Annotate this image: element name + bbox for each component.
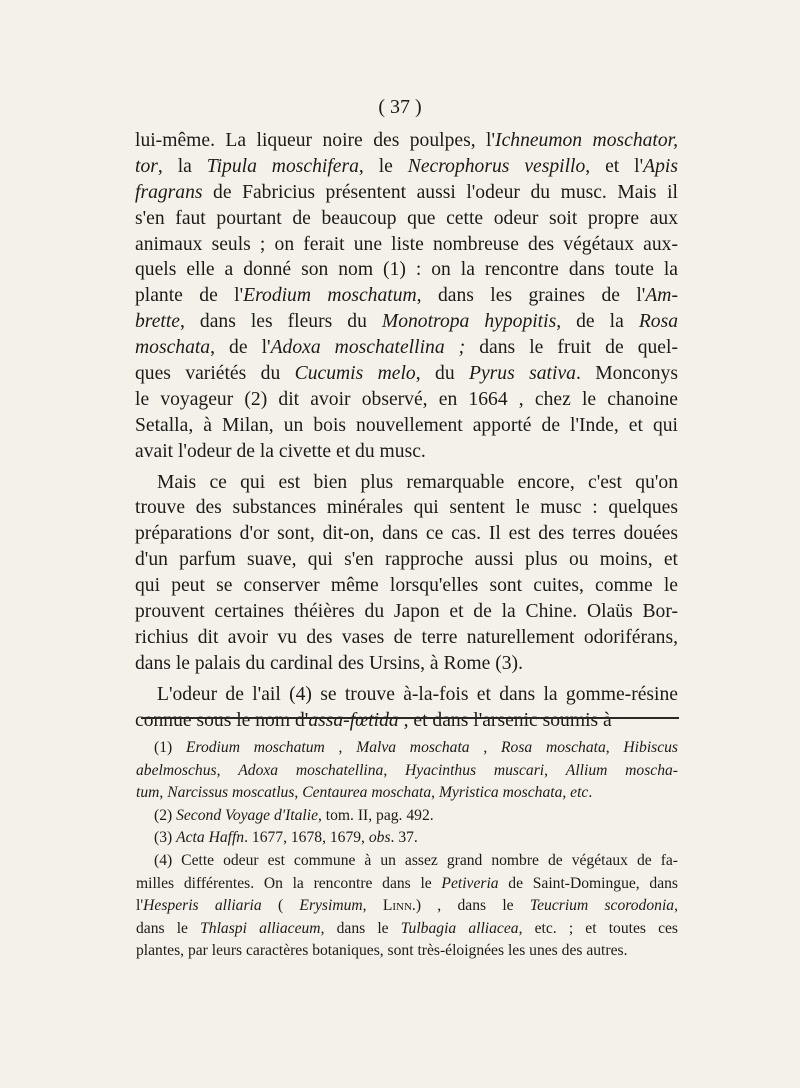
text-run: , la [157,155,207,177]
text-run: (4) Cette odeur est commune à un assez grand nombre de végétaux de fa- [154,851,678,869]
italic-run: Hibiscus [623,739,678,756]
text-run: préparations d'or sont, dit-on, dans ce cas. Il est des terres douées [135,523,678,545]
footnote-line [136,782,678,805]
text-run: l' [136,897,144,915]
italic-run: Malva moschata [356,739,470,756]
text-line [135,309,678,335]
footnote-line [136,850,678,873]
text-run: de Saint-Domingue, dans [498,874,678,892]
italic-run: Erodium moschatum [243,285,417,307]
text-run: , le [358,155,408,177]
text-run: , de l' [210,337,271,359]
text-run: (1) [154,739,186,756]
italic-run: Am- [645,285,678,307]
text-run: plante de l' [135,285,244,307]
text-run: , [383,761,406,779]
text-run: , [324,739,357,756]
footnote-line [136,873,678,896]
text-run: , [469,739,502,756]
italic-run: etc [570,784,589,802]
text-run: dans le fruit de quel- [465,337,678,359]
footnotes [136,737,678,963]
text-run: dans le palais du cardinal des Ursins, à Rome (3). [135,652,523,674]
text-run: connue sous le nom d' [135,709,309,731]
text-run: , [362,897,383,915]
footnote-line [136,737,678,760]
italic-run: Rosa [638,311,678,333]
italic-run: Tulbagia alliacea [400,919,519,937]
text-run: , [674,897,678,915]
text-line [135,439,678,465]
text-line [135,521,678,547]
text-run: , [431,784,439,802]
italic-run: Centaurea moschata [302,784,432,802]
text-run: , dans les fleurs du [179,311,382,333]
text-line [135,625,678,651]
text-line [135,599,678,625]
text-run: avait l'odeur de la civette et du musc. [135,440,426,462]
text-run: . [588,784,593,802]
italic-run: Necrophorus vespillo [407,155,586,177]
italic-run: abelmoschus [136,761,217,779]
italic-run: Ichneumon moschator, [495,130,679,151]
footnote-line [136,805,678,828]
italic-run: Second Voyage d'Italie [176,806,318,824]
italic-run: Monotropa hypopitis [381,311,557,333]
italic-run: Pyrus sativa [469,363,576,385]
text-line [135,180,678,206]
italic-run: obs [368,829,391,847]
text-line [135,257,678,283]
text-run: (3) [154,829,177,847]
text-line [135,547,678,573]
text-line [135,206,678,232]
text-line [135,283,678,309]
text-run: animaux seuls ; on ferait une liste nombreuse des végétaux aux- [135,233,678,255]
italic-run: Hyacinthus muscari [405,761,545,779]
text-run: , du [415,363,470,385]
text-line [135,154,678,180]
text-run: , [544,761,566,779]
text-run: lui-même. La liqueur noire des poulpes, l' [135,130,496,151]
text-run: quels elle a donné son nom (1) : on la rencontre dans toute la [135,259,678,281]
text-line [135,573,678,599]
page-number: ( 37 ) [378,96,422,118]
text-line [135,128,678,154]
italic-run: Hesperis alliaria [143,897,262,915]
italic-run: Rosa moschata [501,739,606,756]
text-run: , [294,784,303,802]
italic-run: brette [135,311,180,333]
text-run: s'en faut pourtant de beaucoup que cette odeur soit propre aux [135,207,678,229]
text-run: trouve des substances minérales qui sentent le musc : quelques [135,497,678,519]
italic-run: Narcissus moscatlus [167,784,295,802]
italic-run: Teucrium scorodonia [529,897,675,915]
italic-run: Apis [643,155,679,177]
footnote-rule [141,717,679,719]
footnote-line [136,895,678,918]
italic-run: tum [136,784,160,802]
text-line [135,708,678,734]
text-run: , [562,784,571,802]
text-run: L'odeur de l'ail (4) se trouve à-la-fois et dans la gomme-résine [157,683,678,705]
italic-run: Tipula moschifera [206,155,359,177]
text-run: Mais ce qui est bien plus remarquable encore, c'est qu'on [157,471,678,493]
italic-run: Adoxa moschatellina ; [270,337,466,359]
italic-run: Cucumis melo [294,363,416,385]
text-run: Setalla, à Milan, un bois nouvellement apporté de l'Inde, et qui [135,414,678,436]
text-run: prouvent certaines théières du Japon et de la Chine. Olaüs Bor- [135,601,678,623]
italic-run: Acta Haffn [176,829,245,847]
footnote-line [136,827,678,850]
text-run: , [605,739,624,756]
text-run: , de la [556,311,639,333]
text-run: dans le [136,919,201,937]
small-caps-run: Linn. [382,897,416,915]
text-line [135,232,678,258]
footnote-line [136,760,678,783]
text-line [135,413,678,439]
text-run: qui peut se conserver même lorsqu'elles sont cuites, comme le [135,575,678,597]
text-run: . Monconys [575,363,678,385]
italic-run: Erodium moschatum [185,739,325,756]
text-run: ques variétés du [135,363,295,385]
footnote-line [136,940,678,963]
italic-run: tor [135,155,158,177]
text-run: ) , dans le [415,897,530,915]
italic-run: Thlaspi alliaceum [200,919,321,937]
text-run: d'un parfum suave, qui s'en rapproche aussi plus ou moins, et [135,549,678,571]
text-run: , dans le [320,919,401,937]
italic-run: fragrans [135,181,203,203]
text-run: , [216,761,239,779]
body-text [135,128,678,733]
text-run: (2) [154,806,177,824]
text-run: plantes, par leurs caractères botaniques, sont très-éloignées les unes des autres. [136,942,628,960]
text-line [135,495,678,521]
text-line [135,387,678,413]
italic-run: Myristica moschata [438,784,563,802]
text-line [135,335,678,361]
text-run: richius dit avoir vu des vases de terre naturellement odoriférans, [135,626,678,648]
text-run: de Fabricius présentent aussi l'odeur du musc. Mais il [202,181,678,203]
text-run: . 1677, 1678, 1679, [244,829,369,847]
text-line [135,651,678,677]
text-run: ( [261,897,300,915]
text-run: , et l' [585,155,644,177]
text-line [135,361,678,387]
text-run: , dans les graines de l' [416,285,646,307]
italic-run: assa-fœtida [308,709,399,731]
italic-run: Allium moscha- [565,761,678,779]
text-line [135,682,678,708]
italic-run: Petiveria [441,874,499,892]
italic-run: moschata [135,337,211,359]
text-run: milles différentes. On la rencontre dans le [136,874,442,892]
italic-run: Adoxa moschatellina [238,761,384,779]
text-line [135,470,678,496]
text-run: le voyageur (2) dit avoir observé, en 1664 , chez le chanoine [135,388,678,410]
text-run: . 37. [390,829,418,847]
text-run: , [159,784,168,802]
text-run: , etc. ; et toutes ces [518,919,679,937]
italic-run: Erysimum [299,897,363,915]
text-run: , tom. II, pag. 492. [318,806,434,824]
text-run: , et dans l'arsenic soumis à [398,709,612,731]
footnote-line [136,918,678,941]
